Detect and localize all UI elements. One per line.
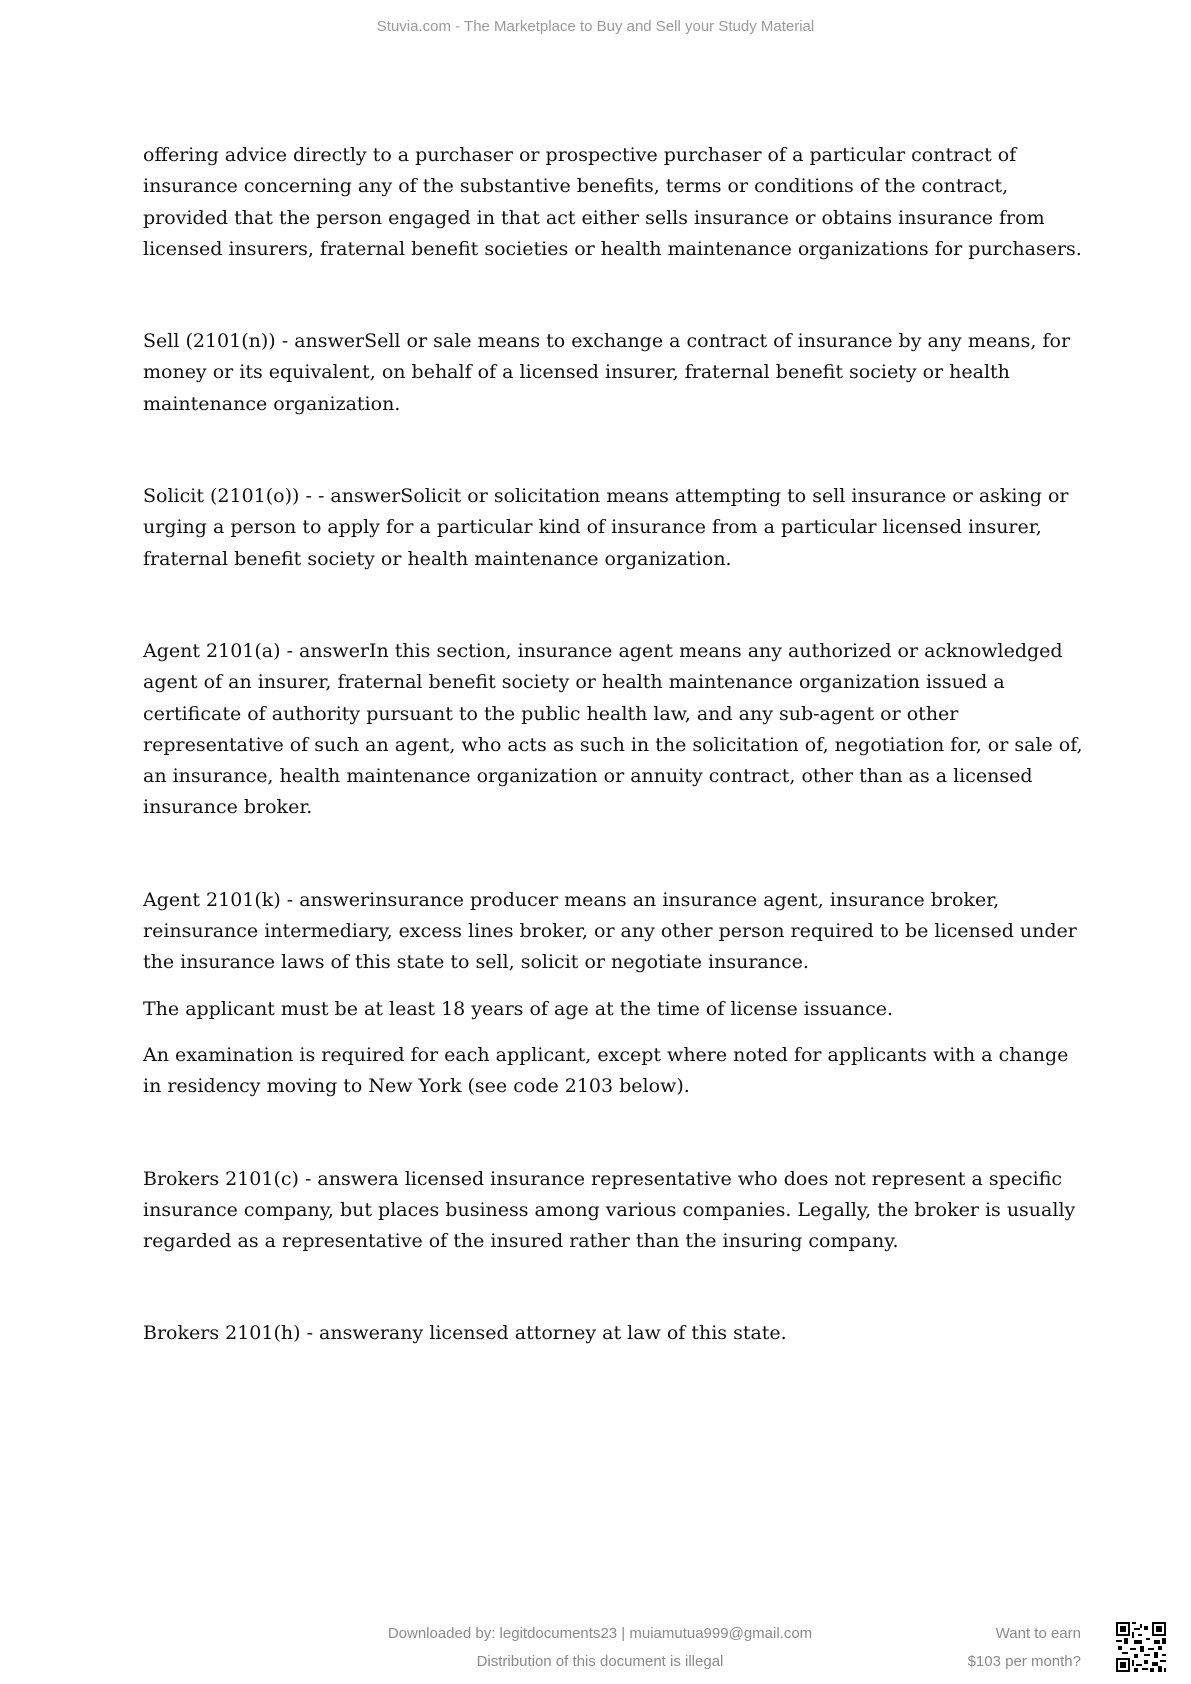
paragraph: An examination is required for each applicant, except where noted for applicants with a change in residency moving to New York (see code 2103 below). [143, 1043, 1069, 1098]
paragraph: Brokers 2101(h) - answerany licensed attorney at law of this state. [143, 1322, 787, 1345]
paragraph: Brokers 2101(c) - answera licensed insurance representative who does not represent a specific insurance company, but places business among various companies. Legally, the broker is usually regarded as a representative of the insured rather than the insuring company. [143, 1167, 1076, 1253]
earn-promo-line2[interactable]: $103 per month? [967, 1653, 1081, 1670]
footer-downloaded-by: Downloaded by: legitdocuments23 | muiamutua999@gmail.com [387, 1625, 813, 1642]
document-body [143, 140, 1088, 1350]
paragraph: Agent 2101(a) - answerIn this section, insurance agent means any authorized or acknowledged agent of an insurer, fraternal benefit society or health maintenance organization issued a certificate of authority pursuant to the public health law, and any sub-agent or other representative of such an agent, who acts as such in the solicitation of, negotiation for, or sale of, an insurance, health maintenance organization or annuity contract, other than as a licensed insurance broker. [143, 639, 1083, 819]
paragraph: offering advice directly to a purchaser or prospective purchaser of a particular contract of insurance concerning any of the substantive benefits, terms or conditions of the contract, provided that the person engaged in that act either sells insurance or obtains insurance from licensed insurers, fraternal benefit societies or health maintenance organizations for purchasers. [143, 144, 1082, 260]
paragraph: Agent 2101(k) - answerinsurance producer means an insurance agent, insurance broker, reinsurance intermediary, excess lines broker, or any other person required to be licensed under the insurance laws of this state to sell, solicit or negotiate insurance. [143, 888, 1077, 974]
earn-promo-line1[interactable]: Want to earn [995, 1625, 1081, 1642]
paragraph: The applicant must be at least 18 years of age at the time of license issuance. [143, 997, 894, 1020]
footer-distribution-notice: Distribution of this document is illegal [476, 1653, 724, 1670]
paragraph: Solicit (2101(o)) - - answerSolicit or solicitation means attempting to sell insurance or asking or urging a person to apply for a particular kind of insurance from a particular licensed insurer, fraternal benefit society or health maintenance organization. [143, 485, 1069, 570]
page-header: Stuvia.com - The Marketplace to Buy and Sell your Study Material [376, 18, 815, 35]
paragraph: Sell (2101(n)) - answerSell or sale means to exchange a contract of insurance by any means, for money or its equivalent, on behalf of a licensed insurer, fraternal benefit society or health maintenance organization. [143, 330, 1071, 415]
qr-code-icon[interactable] [1116, 1622, 1166, 1672]
